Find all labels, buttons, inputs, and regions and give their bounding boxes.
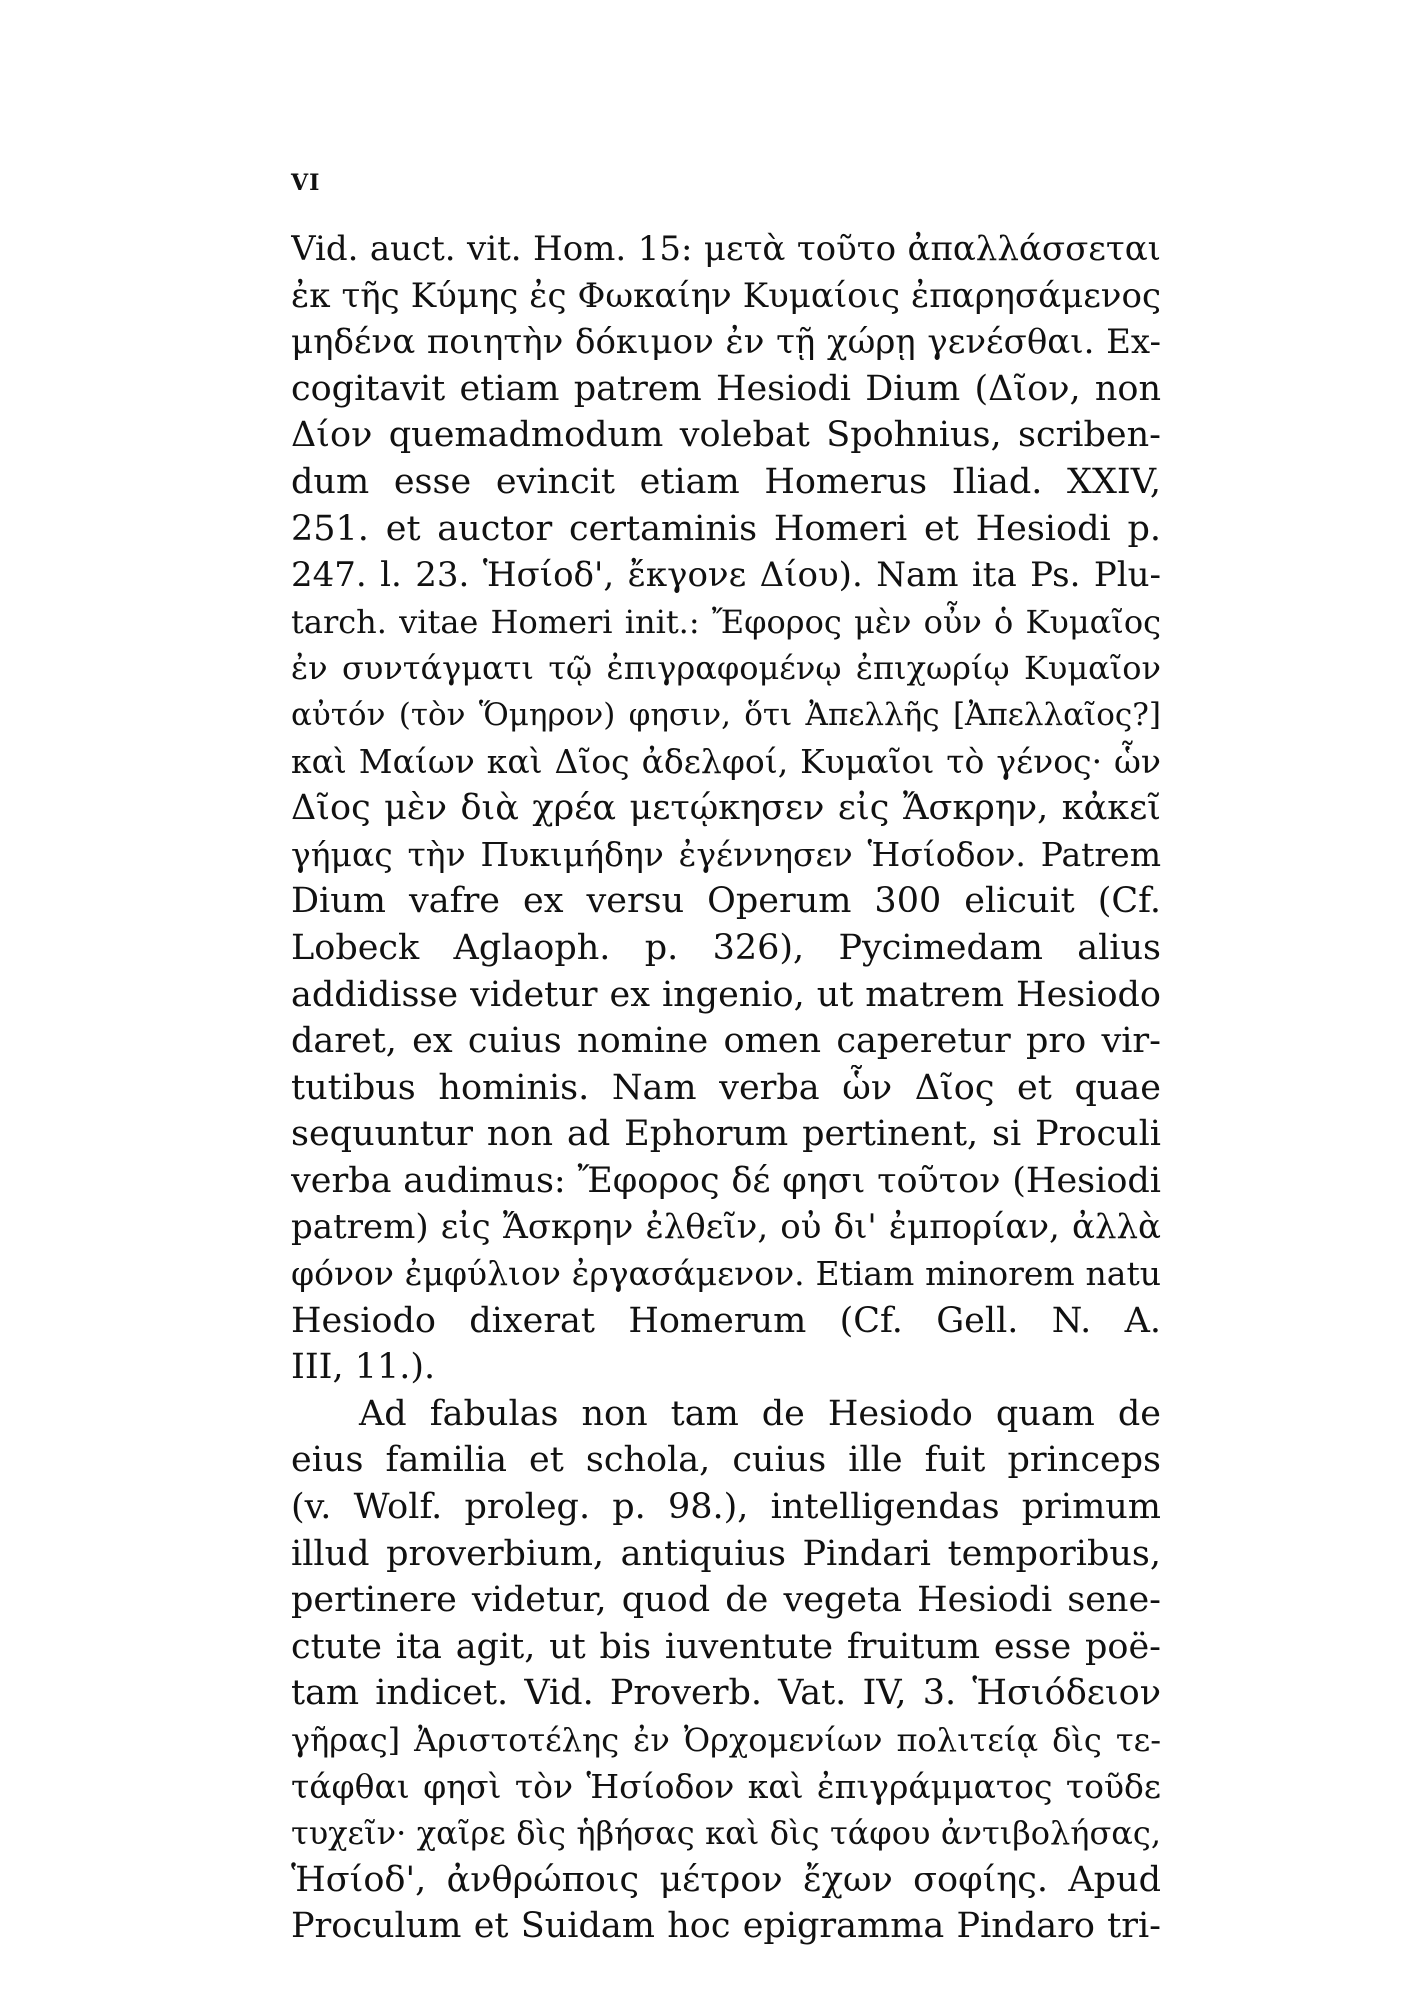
text-line: ἐκ τῆς Κύμης ἐς Φωκαίην Κυμαίοις ἐπαρησάμενος <box>291 275 1161 316</box>
text-line: pertinere videtur, quod de vegeta Hesiodi sene- <box>291 1580 1161 1621</box>
text-line: Proculum et Suidam hoc epigramma Pindaro tri- <box>291 1906 1161 1947</box>
text-line: Vid. auct. vit. Hom. 15: μετὰ τοῦτο ἀπαλλάσσεται <box>291 229 1161 269</box>
text-line: eius familia et schola, cuius ille fuit princeps <box>291 1440 1161 1481</box>
text-line: 251. et auctor certaminis Homeri et Hesiodi p. <box>291 508 1161 549</box>
text-line: illud proverbium, antiquius Pindari temporibus, <box>291 1533 1161 1574</box>
text-line: Ad fabulas non tam de Hesiodo quam de <box>359 1393 1161 1434</box>
text-line: (v. Wolf. proleg. p. 98.), intelligendas primum <box>291 1487 1161 1528</box>
text-line: γήμας τὴν Πυκιμήδην ἐγέννησεν Ἡσίοδον. Patrem <box>291 834 1161 874</box>
text-line: Δῖος μὲν διὰ χρέα μετῴκησεν εἰς Ἄσκρην, κἀκεῖ <box>291 788 1161 829</box>
text-line: αὐτόν (τὸν Ὅμηρον) φησιν, ὅτι Ἀπελλῆς [Ἀπελλαῖος?] <box>291 696 1161 733</box>
text-line: ἐν συντάγματι τῷ ἐπιγραφομένῳ ἐπιχωρίῳ Κυμαῖον <box>291 649 1161 688</box>
text-line: Dium vafre ex versu Operum 300 elicuit (Cf. <box>291 881 1161 922</box>
text-line: Lobeck Aglaoph. p. 326), Pycimedam alius <box>291 927 1161 968</box>
text-line: tutibus hominis. Nam verba ὧν Δῖος et quae <box>291 1067 1161 1108</box>
text-line: cogitavit etiam patrem Hesiodi Dium (Δῖον, non <box>291 368 1161 409</box>
text-line: τάφθαι φησὶ τὸν Ἡσίοδον καὶ ἐπιγράμματος τοῦδε <box>291 1766 1161 1806</box>
text-line: patrem) εἰς Ἄσκρην ἐλθεῖν, οὐ δι' ἐμπορίαν, ἀλλὰ <box>291 1207 1161 1248</box>
text-line: μηδένα ποιητὴν δόκιμον ἐν τῇ χώρῃ γενέσθαι. Ex- <box>291 322 1161 363</box>
body-text <box>291 226 1161 1950</box>
text-line: addidisse videtur ex ingenio, ut matrem Hesiodo <box>291 974 1161 1015</box>
text-line: Hesiodo dixerat Homerum (Cf. Gell. N. A. <box>291 1300 1161 1341</box>
text-line: τυχεῖν· χαῖρε δὶς ἡβήσας καὶ δὶς τάφου ἀντιβολήσας, <box>291 1814 1161 1853</box>
paragraph-2 <box>291 1391 1161 1950</box>
text-line: III, 11.). <box>291 1347 436 1388</box>
text-line: ctute ita agit, ut bis iuventute fruitum esse poë- <box>291 1626 1161 1667</box>
text-line: sequuntur non ad Ephorum pertinent, si Proculi <box>291 1114 1161 1155</box>
text-line: tam indicet. Vid. Proverb. Vat. IV, 3. Ἡσιόδειον <box>291 1673 1161 1714</box>
page-number: VI <box>291 170 321 196</box>
text-line: tarch. vitae Homeri init.: Ἔφορος μὲν οὖν ὁ Κυμαῖος <box>291 602 1161 641</box>
text-line: καὶ Μαίων καὶ Δῖος ἀδελφοί, Κυμαῖοι τὸ γένος· ὧν <box>291 741 1161 781</box>
paragraph-1 <box>291 226 1161 1391</box>
text-line: Ἡσίοδ', ἀνθρώποις μέτρον ἔχων σοφίης. Apud <box>291 1859 1161 1900</box>
text-line: φόνον ἐμφύλιον ἐργασάμενον. Etiam minorem natu <box>291 1254 1161 1294</box>
text-line: γῆρας] Ἀριστοτέλης ἐν Ὀρχομενίων πολιτείᾳ δὶς τε- <box>291 1721 1161 1759</box>
text-line: 247. l. 23. Ἡσίοδ', ἔκγονε Δίου). Nam ita Ps. Plu- <box>291 555 1161 596</box>
text-line: Δίον quemadmodum volebat Spohnius, scriben- <box>291 415 1161 456</box>
text-line: daret, ex cuius nomine omen caperetur pro vir- <box>291 1021 1161 1062</box>
text-line: verba audimus: Ἔφορος δέ φησι τοῦτον (Hesiodi <box>291 1160 1161 1201</box>
text-line: dum esse evincit etiam Homerus Iliad. XXIV, <box>291 461 1161 502</box>
